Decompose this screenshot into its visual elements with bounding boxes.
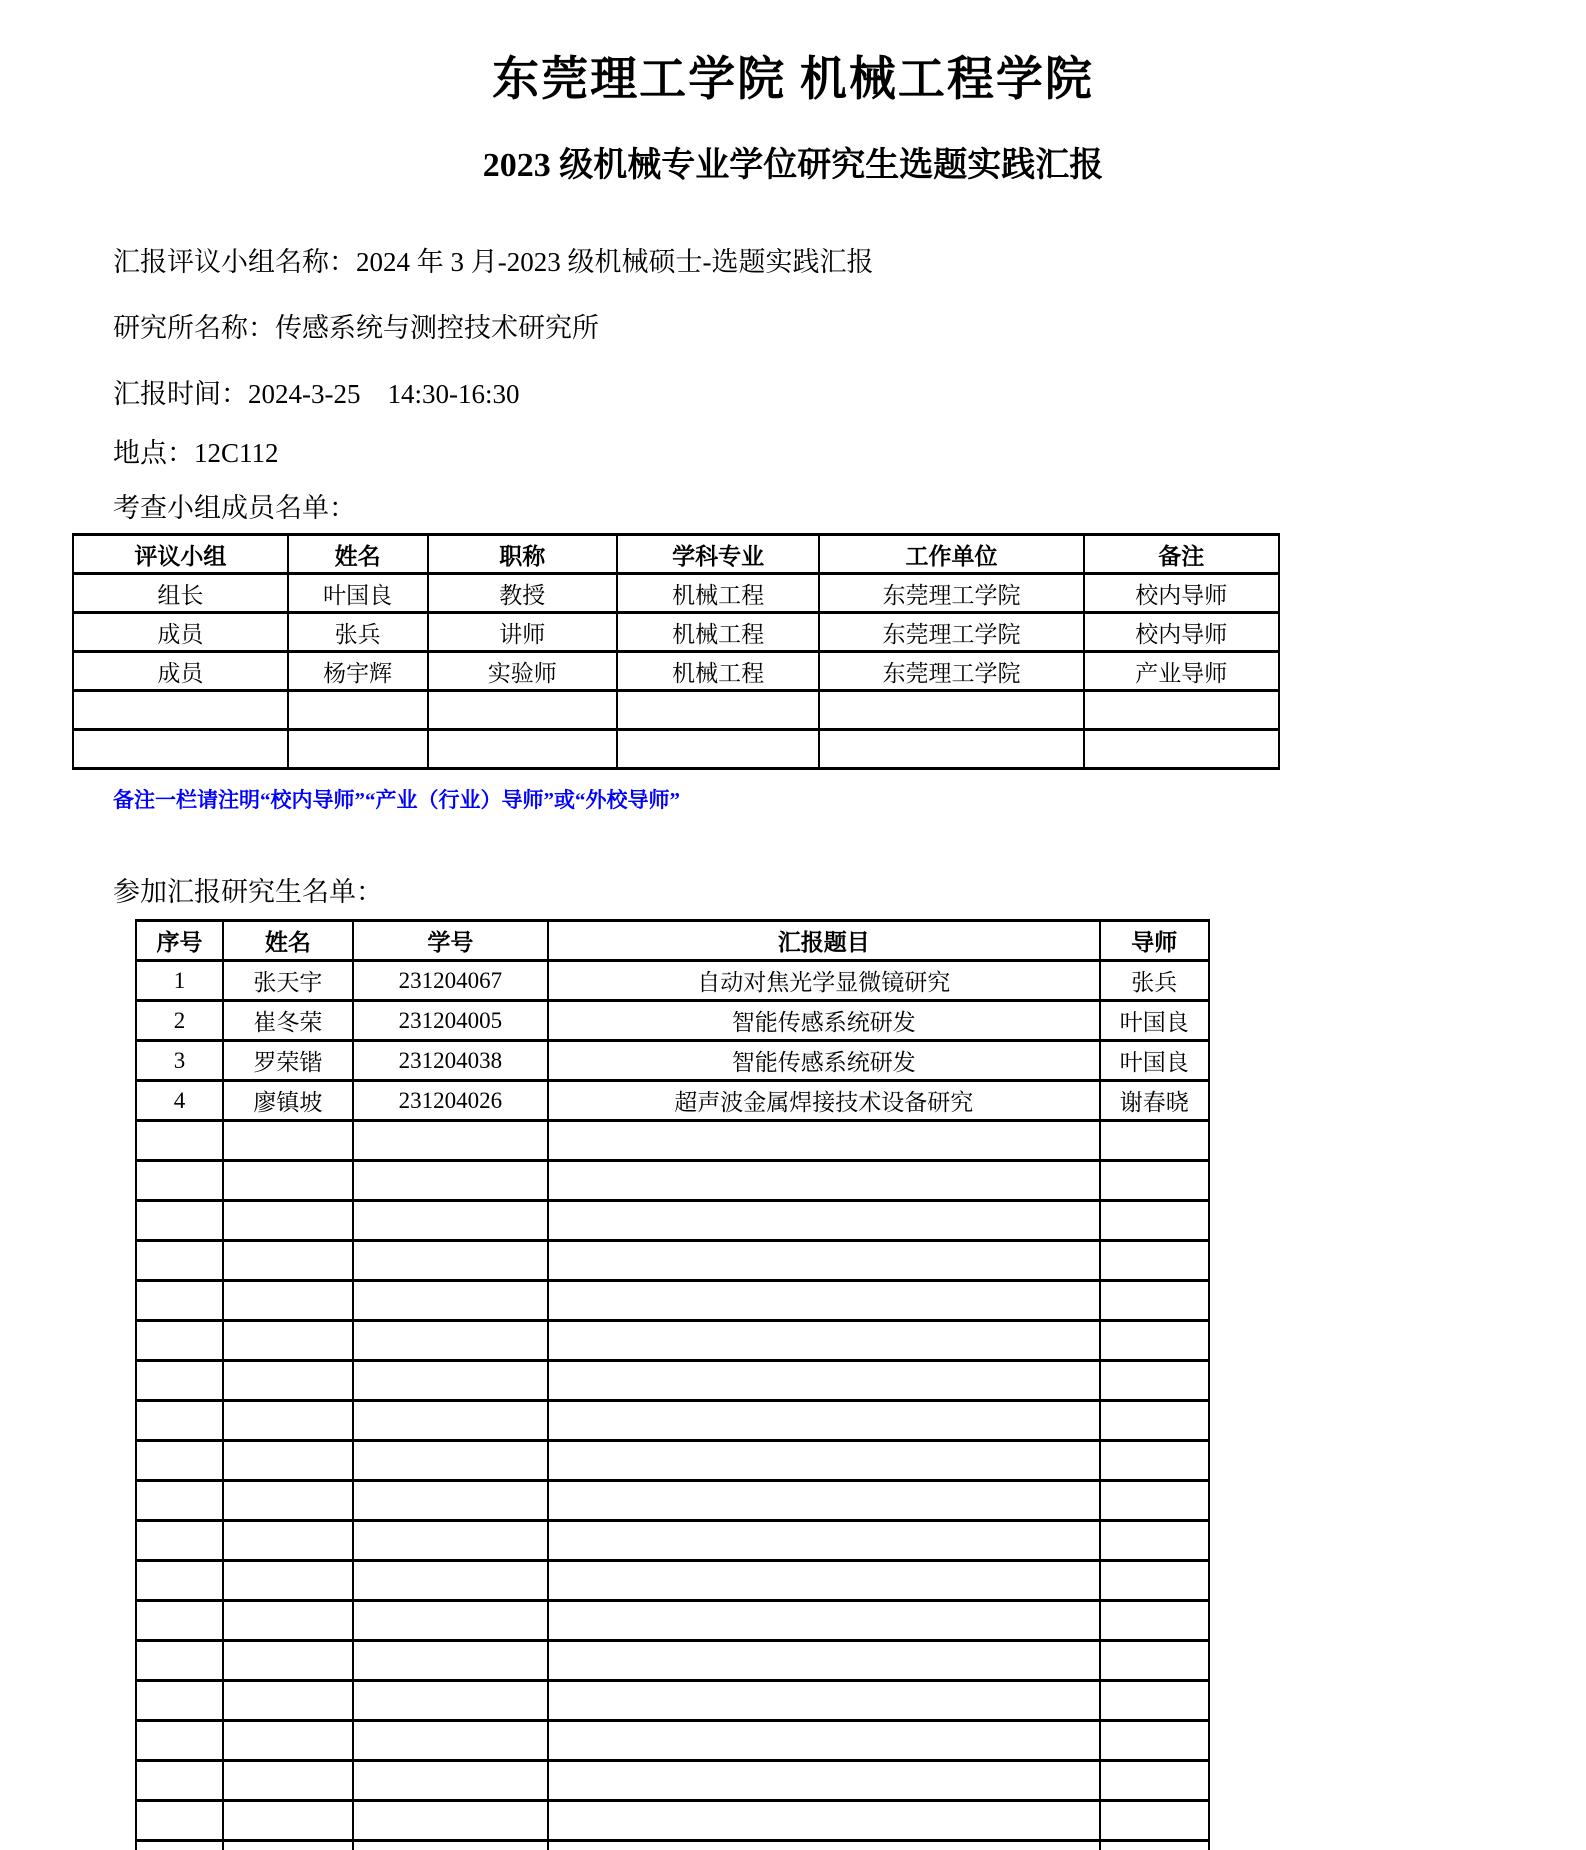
document-subtitle: 2023 级机械专业学位研究生选题实践汇报 [482, 147, 1104, 184]
table-cell [1100, 1201, 1209, 1241]
table-row [136, 1681, 1209, 1721]
table-cell: 4 [136, 1081, 223, 1121]
table-header-cell: 姓名 [288, 535, 428, 574]
table-row [136, 1121, 1209, 1161]
table-cell: 231204038 [353, 1041, 548, 1081]
committee-section-heading: 考查小组成员名单： [113, 493, 356, 523]
table-cell: 2 [136, 1001, 223, 1041]
table-cell [1100, 1361, 1209, 1401]
table-row [136, 1361, 1209, 1401]
table-header-cell: 评议小组 [73, 535, 288, 574]
table-row [136, 1801, 1209, 1841]
table-row [136, 961, 1209, 1001]
table-cell [428, 730, 617, 769]
table-cell [1084, 691, 1279, 730]
table-header-cell: 工作单位 [819, 535, 1083, 574]
table-cell [223, 1601, 353, 1641]
table-cell [223, 1761, 353, 1801]
table-cell [353, 1801, 548, 1841]
table-cell [548, 1161, 1100, 1201]
table-row [136, 1841, 1209, 1850]
table-cell [223, 1721, 353, 1761]
table-cell [548, 1521, 1100, 1561]
table-cell [353, 1601, 548, 1641]
table-row [136, 1481, 1209, 1521]
table-cell [136, 1681, 223, 1721]
table-cell: 超声波金属焊接技术设备研究 [548, 1081, 1100, 1121]
table-cell [353, 1241, 548, 1281]
table-cell [1100, 1241, 1209, 1281]
table-cell [353, 1121, 548, 1161]
table-cell [548, 1441, 1100, 1481]
table-cell: 叶国良 [288, 574, 428, 613]
table-cell: 1 [136, 961, 223, 1001]
table-cell [548, 1121, 1100, 1161]
table-cell [428, 691, 617, 730]
table-row [136, 1081, 1209, 1121]
table-header-cell: 学科专业 [617, 535, 820, 574]
table-cell [819, 691, 1083, 730]
remark-instruction-note: 备注一栏请注明“校内导师”“产业（行业）导师”或“外校导师” [113, 788, 680, 812]
table-cell: 叶国良 [1100, 1001, 1209, 1041]
table-cell [288, 730, 428, 769]
table-cell [1100, 1401, 1209, 1441]
table-header-row [136, 921, 1209, 961]
table-cell [223, 1521, 353, 1561]
table-row [136, 1521, 1209, 1561]
table-row [136, 1001, 1209, 1041]
students-section-heading: 参加汇报研究生名单： [113, 877, 383, 907]
table-cell [548, 1721, 1100, 1761]
table-cell: 东莞理工学院 [819, 574, 1083, 613]
table-cell: 教授 [428, 574, 617, 613]
table-cell [548, 1561, 1100, 1601]
table-cell [1100, 1761, 1209, 1801]
table-cell: 张兵 [288, 613, 428, 652]
table-row [136, 1601, 1209, 1641]
table-cell [1100, 1281, 1209, 1321]
table-cell [1100, 1841, 1209, 1850]
table-row [136, 1441, 1209, 1481]
table-cell [353, 1521, 548, 1561]
table-cell [223, 1801, 353, 1841]
table-cell [548, 1801, 1100, 1841]
table-cell [548, 1281, 1100, 1321]
table-cell: 机械工程 [617, 613, 820, 652]
table-cell [1100, 1681, 1209, 1721]
table-cell [353, 1441, 548, 1481]
table-header-cell: 序号 [136, 921, 223, 961]
table-cell [353, 1161, 548, 1201]
students-report-table [135, 919, 1210, 1850]
table-cell [223, 1361, 353, 1401]
table-cell [1100, 1121, 1209, 1161]
table-cell: 叶国良 [1100, 1041, 1209, 1081]
table-cell [136, 1641, 223, 1681]
table-cell: 产业导师 [1084, 652, 1279, 691]
table-cell [136, 1401, 223, 1441]
table-cell: 谢春晓 [1100, 1081, 1209, 1121]
table-cell: 231204026 [353, 1081, 548, 1121]
table-header-cell: 学号 [353, 921, 548, 961]
table-cell [548, 1761, 1100, 1801]
table-row [136, 1401, 1209, 1441]
table-cell [1100, 1641, 1209, 1681]
table-cell [223, 1321, 353, 1361]
table-row [136, 1161, 1209, 1201]
table-row [136, 1761, 1209, 1801]
table-cell [136, 1361, 223, 1401]
table-cell: 3 [136, 1041, 223, 1081]
table-cell [1100, 1321, 1209, 1361]
table-header-row [73, 535, 1279, 574]
table-cell [353, 1321, 548, 1361]
table-cell [548, 1241, 1100, 1281]
table-cell: 廖镇坡 [223, 1081, 353, 1121]
table-cell [548, 1641, 1100, 1681]
table-cell [548, 1361, 1100, 1401]
table-row [73, 691, 1279, 730]
table-header-cell: 姓名 [223, 921, 353, 961]
meta-report-time: 汇报时间：2024-3-25 14:30-16:30 [113, 379, 520, 409]
table-cell [548, 1401, 1100, 1441]
table-cell [136, 1241, 223, 1281]
table-cell [353, 1401, 548, 1441]
table-cell: 东莞理工学院 [819, 652, 1083, 691]
table-cell: 校内导师 [1084, 613, 1279, 652]
table-cell: 231204005 [353, 1001, 548, 1041]
table-cell [136, 1481, 223, 1521]
table-cell: 成员 [73, 652, 288, 691]
table-cell [223, 1841, 353, 1850]
table-cell [617, 691, 820, 730]
table-cell [136, 1601, 223, 1641]
table-cell: 讲师 [428, 613, 617, 652]
table-cell [223, 1681, 353, 1721]
table-cell [353, 1721, 548, 1761]
table-cell [223, 1241, 353, 1281]
table-cell [136, 1281, 223, 1321]
table-cell [1100, 1161, 1209, 1201]
table-cell: 智能传感系统研发 [548, 1001, 1100, 1041]
table-cell [136, 1801, 223, 1841]
table-cell [73, 730, 288, 769]
table-cell [136, 1441, 223, 1481]
table-row [136, 1241, 1209, 1281]
table-cell [819, 730, 1083, 769]
table-cell: 校内导师 [1084, 574, 1279, 613]
table-cell [353, 1761, 548, 1801]
table-cell [136, 1321, 223, 1361]
table-cell: 实验师 [428, 652, 617, 691]
table-cell [1100, 1481, 1209, 1521]
meta-institute-name: 研究所名称：传感系统与测控技术研究所 [113, 313, 599, 343]
table-cell: 张天宇 [223, 961, 353, 1001]
table-cell: 杨宇辉 [288, 652, 428, 691]
table-cell [548, 1481, 1100, 1521]
table-row [73, 652, 1279, 691]
table-cell [353, 1841, 548, 1850]
document-title: 东莞理工学院 机械工程学院 [492, 54, 1094, 106]
table-cell [73, 691, 288, 730]
table-cell [136, 1201, 223, 1241]
table-cell [353, 1281, 548, 1321]
table-cell [223, 1561, 353, 1601]
table-row [136, 1041, 1209, 1081]
table-cell [223, 1481, 353, 1521]
table-row [136, 1281, 1209, 1321]
table-cell [353, 1481, 548, 1521]
table-cell: 组长 [73, 574, 288, 613]
table-row [136, 1721, 1209, 1761]
table-cell: 罗荣锴 [223, 1041, 353, 1081]
table-cell [223, 1641, 353, 1681]
table-cell [548, 1601, 1100, 1641]
table-row [136, 1561, 1209, 1601]
table-cell [353, 1201, 548, 1241]
table-cell [223, 1441, 353, 1481]
table-cell [1100, 1721, 1209, 1761]
table-cell [136, 1721, 223, 1761]
table-cell [223, 1121, 353, 1161]
table-cell [548, 1841, 1100, 1850]
table-row [73, 613, 1279, 652]
table-cell: 机械工程 [617, 574, 820, 613]
table-cell [223, 1161, 353, 1201]
table-cell [223, 1201, 353, 1241]
table-cell [136, 1561, 223, 1601]
table-cell [223, 1401, 353, 1441]
table-cell [136, 1161, 223, 1201]
table-cell: 231204067 [353, 961, 548, 1001]
meta-location: 地点：12C112 [113, 438, 279, 468]
table-cell: 智能传感系统研发 [548, 1041, 1100, 1081]
committee-members-table [72, 533, 1280, 770]
table-header-cell: 汇报题目 [548, 921, 1100, 961]
table-cell: 机械工程 [617, 652, 820, 691]
table-row [73, 730, 1279, 769]
table-cell [353, 1561, 548, 1601]
table-row [136, 1641, 1209, 1681]
table-header-cell: 备注 [1084, 535, 1279, 574]
table-cell [548, 1321, 1100, 1361]
table-cell: 张兵 [1100, 961, 1209, 1001]
table-cell [136, 1761, 223, 1801]
table-cell [1100, 1801, 1209, 1841]
table-cell [617, 730, 820, 769]
table-cell [353, 1641, 548, 1681]
table-cell [288, 691, 428, 730]
table-cell: 东莞理工学院 [819, 613, 1083, 652]
table-cell [223, 1281, 353, 1321]
table-row [136, 1201, 1209, 1241]
table-cell [1100, 1521, 1209, 1561]
table-cell [1100, 1561, 1209, 1601]
table-cell [548, 1201, 1100, 1241]
table-cell [136, 1521, 223, 1561]
table-cell [353, 1361, 548, 1401]
table-cell [353, 1681, 548, 1721]
table-row [136, 1321, 1209, 1361]
table-cell: 自动对焦光学显微镜研究 [548, 961, 1100, 1001]
table-header-cell: 导师 [1100, 921, 1209, 961]
table-header-cell: 职称 [428, 535, 617, 574]
table-cell [1084, 730, 1279, 769]
meta-review-group-name: 汇报评议小组名称：2024 年 3 月-2023 级机械硕士-选题实践汇报 [113, 247, 874, 277]
table-cell: 崔冬荣 [223, 1001, 353, 1041]
table-cell [1100, 1601, 1209, 1641]
table-cell [548, 1681, 1100, 1721]
table-cell: 成员 [73, 613, 288, 652]
table-cell [136, 1841, 223, 1850]
table-row [73, 574, 1279, 613]
table-cell [136, 1121, 223, 1161]
table-cell [1100, 1441, 1209, 1481]
